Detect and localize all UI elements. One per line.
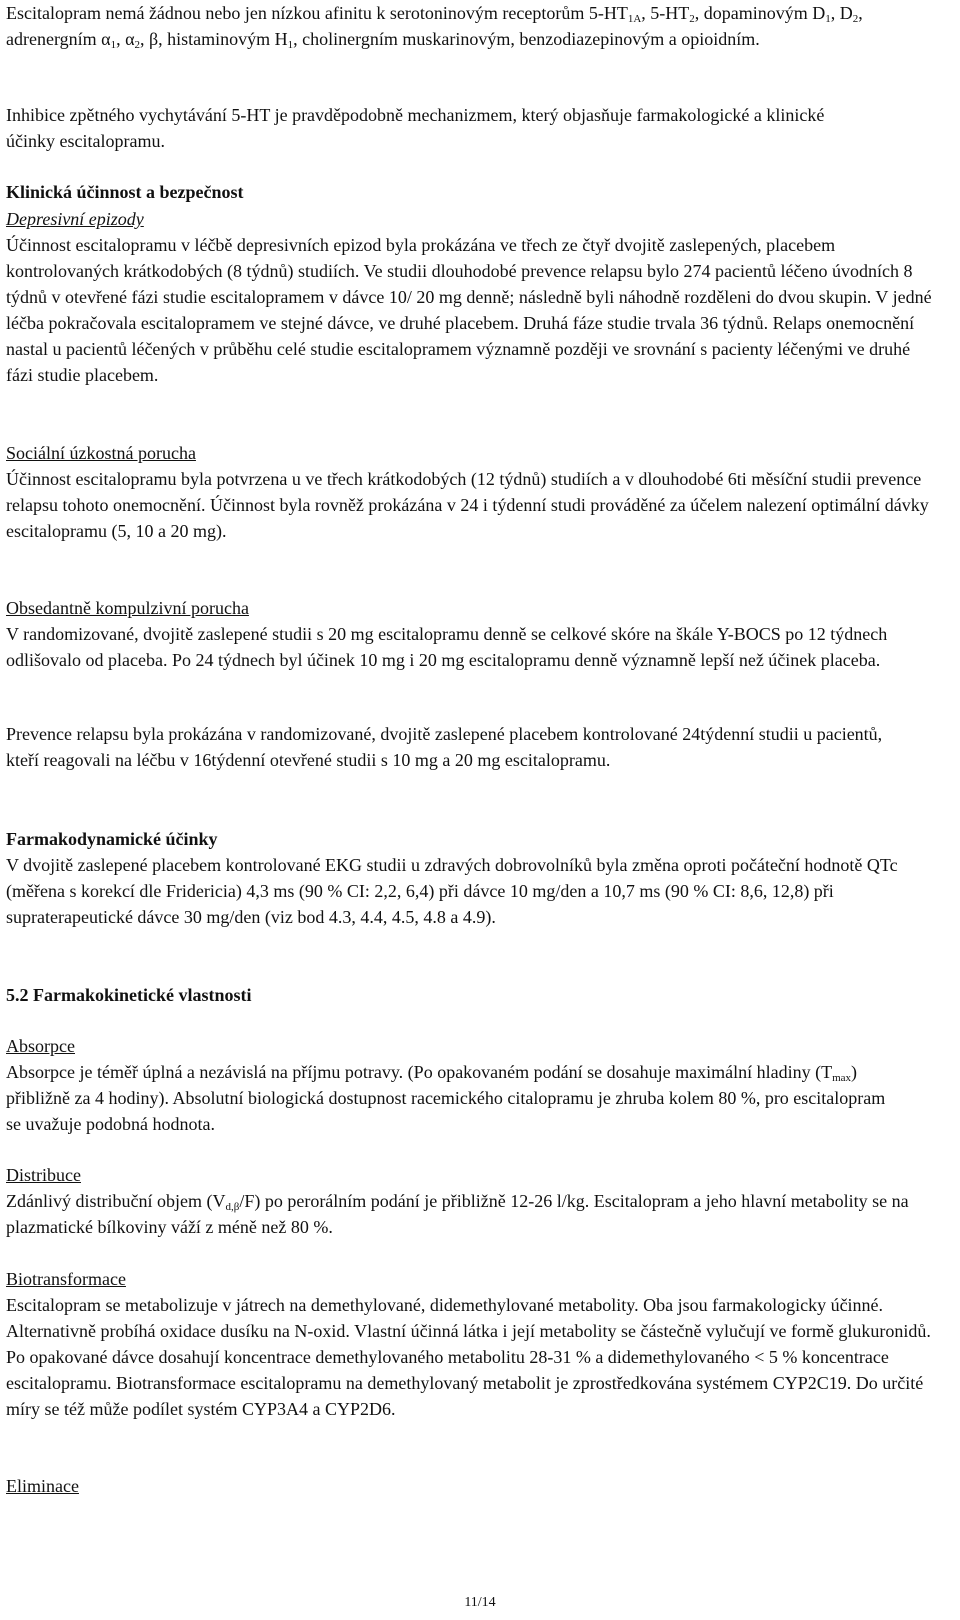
depressive-episodes-text: Účinnost escitalopramu v léčbě depresivních epizod byla prokázána ve třech ze čtyř dvojitě zaslepených, placebem kontrolovaných krátkodobých (8 týdnů) studiích. Ve studii dlouhodobé prevence relapsu bylo 274 pacientů léčeno úvodních 8 týdnů v otevřené fázi studie escitalopramem v dávce 10/ 20 mg denně; následně byli náhodně rozděleni do dvou skupin. V jedné léčba pokračovala escitalopramem ve stejné dávce, ve druhé placebem. Druhá fáze studie trvala 36 týdnů. Relaps onemocnění nastal u pacientů léčených v průběhu celé studie escitalopramem významně později ve srovnání s pacienty léčenými ve druhé fázi studie placebem. (6, 235, 932, 385)
distribution-text (6, 1188, 921, 1240)
pharmacodynamics-heading: Farmakodynamické účinky (6, 829, 218, 849)
subscript: 2 (689, 13, 695, 25)
receptor-affinity-paragraph (6, 0, 936, 52)
text-run: , dopaminovým D (694, 3, 826, 23)
text-run: /F) po perorálním podání je přibližně 12-26 l/kg. Escitalopram a jeho hlavní metabolity se na plazmatické bílkoviny váží z méně než 80 %. (6, 1191, 909, 1237)
text-run: , cholinergním muskarinovým, benzodiazepinovým a opioidním. (293, 29, 760, 49)
pharmacodynamics-text: V dvojitě zaslepené placebem kontrolované EKG studii u zdravých dobrovolníků byla změna oproti počáteční hodnotě QTc (měřena s korekcí dle Fridericia) 4,3 ms (90 % CI: 2,2, 6,4) při dávce 10 mg/den a 10,7 ms (90 % CI: 8,6, 12,8) při supraterapeutické dávce 30 mg/den (viz bod 4.3, 4.4, 4.5, 4.8 a 4.9). (6, 855, 898, 927)
pharmacokinetics-heading: 5.2 Farmakokinetické vlastnosti (6, 985, 252, 1005)
absorption-text (6, 1059, 886, 1137)
social-anxiety-text: Účinnost escitalopramu byla potvrzena u ve třech krátkodobých (12 týdnů) studiích a v dlouhodobé 6ti měsíční studii prevence relapsu tohoto onemocnění. Účinnost byla rovněž prokázána v 24 i týdenní studi prováděné za účelem nalezení optimální dávky escitalopramu (5, 10 a 20 mg). (6, 469, 929, 541)
text-run: ) přibližně za 4 hodiny). Absolutní biologická dostupnost racemického citalopramu je zhruba kolem 80 %, pro escitalopram se uvažuje podobná hodnota. (6, 1062, 886, 1134)
page-number: 11/14 (464, 1595, 496, 1610)
ocd-text-2: Prevence relapsu byla prokázána v randomizované, dvojitě zaslepené placebem kontrolované 24týdenní studii u pacientů, kteří reagovali na léčbu v 16týdenní otevřené studii s 10 mg a 20 mg escitalopramu. (6, 724, 883, 770)
subscript: 2 (852, 13, 859, 25)
clinical-efficacy-heading: Klinická účinnost a bezpečnost (6, 182, 244, 202)
subscript: 1A (627, 13, 642, 25)
subscript: 1 (287, 39, 294, 51)
subscript: 1 (825, 13, 831, 25)
subscript: 1 (110, 39, 117, 51)
text-run: , adrenergním α (6, 3, 863, 49)
social-anxiety-heading: Sociální úzkostná porucha (6, 443, 196, 463)
subscript: max (832, 1072, 852, 1084)
subscript: d,β (225, 1201, 240, 1213)
text-run: Zdánlivý distribuční objem (V (6, 1191, 226, 1211)
text-run: , D (830, 3, 853, 23)
mechanism-paragraph: Inhibice zpětného vychytávání 5-HT je pravděpodobně mechanizmem, který objasňuje farmakologické a klinické účinky escitalopramu. (6, 105, 825, 151)
text-run: Escitalopram nemá žádnou nebo jen nízkou afinitu k serotoninovým receptorům 5-HT (6, 3, 628, 23)
text-run: , α (116, 29, 135, 49)
depressive-episodes-heading: Depresivní epizody (6, 209, 144, 229)
absorption-heading: Absorpce (6, 1036, 75, 1056)
text-run: Absorpce je téměř úplná a nezávislá na příjmu potravy. (Po opakovaném podání se dosahuje maximální hladiny (T (6, 1062, 833, 1082)
biotransformation-text: Escitalopram se metabolizuje v játrech na demethylované, didemethylované metabolity. Oba jsou farmakologicky účinné. Alternativně probíhá oxidace dusíku na N-oxid. Vlastní účinná látka i její metabolity se částečně vylučují ve formě glukuronidů. Po opakované dávce dosahují koncentrace demethylovaného metabolitu 28-31 % a didemethylovaného < 5 % koncentrace escitalopramu. Biotransformace escitalopramu na demethylovaný metabolit je zprostředkována systémem CYP2C19. Do určité míry se též může podílet systém CYP3A4 a CYP2D6. (6, 1295, 931, 1419)
biotransformation-heading: Biotransformace (6, 1269, 126, 1289)
elimination-heading: Eliminace (6, 1476, 79, 1496)
ocd-text-1: V randomizované, dvojitě zaslepené studii s 20 mg escitalopramu denně se celkové skóre na škále Y-BOCS po 12 týdnech odlišovalo od placeba. Po 24 týdnech byl účinek 10 mg i 20 mg escitalopramu denně významně lepší než účinek placeba. (6, 624, 888, 670)
text-run: , 5-HT (641, 3, 690, 23)
distribution-heading: Distribuce (6, 1165, 81, 1185)
subscript: 2 (134, 39, 141, 51)
text-run: , β, histaminovým H (140, 29, 288, 49)
ocd-heading: Obsedantně kompulzivní porucha (6, 598, 249, 618)
